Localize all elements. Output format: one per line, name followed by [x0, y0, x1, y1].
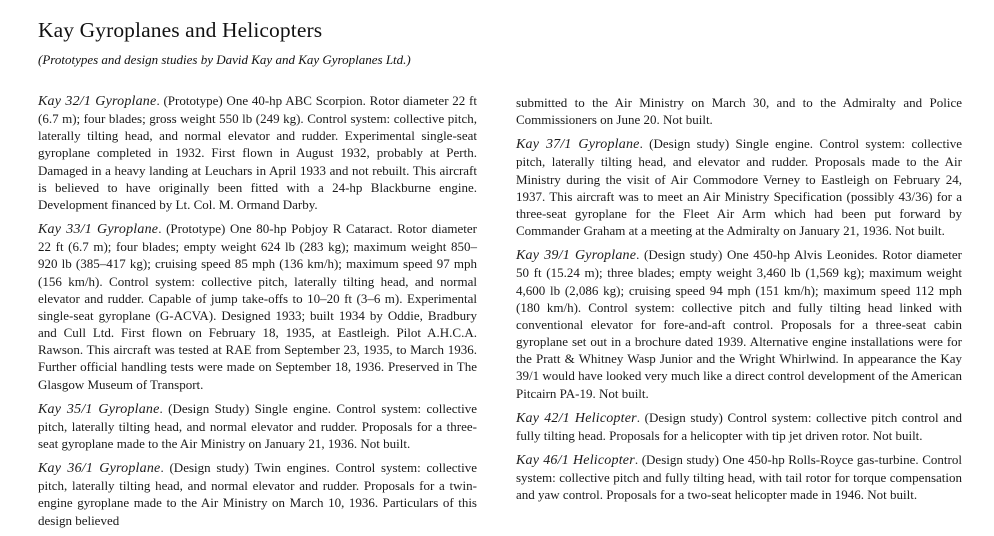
entry-kay-35-1 [38, 400, 477, 452]
entry-kay-42-1 [516, 409, 962, 444]
right-column [516, 94, 962, 510]
entry-text: . (Prototype) One 40-hp ABC Scorpion. Rotor diameter 22 ft (6.7 m); four blades; gross weight 550 lb (249 kg). Control system: collective pitch, laterally tilting head, and normal elevator and rudder. Experimental single-seat gyroplane completed in 1932. First flown in August 1932, probably at Perth. Damaged in a heavy landing at Leuchars in April 1933 and not rebuilt. This aircraft is believed to have originally been fitted with a 24-hp Blackburne engine. Development financed by Lt. Col. M. Ormand Darby. [38, 93, 477, 212]
entry-kay-39-1 [516, 246, 962, 401]
entry-kay-32-1 [38, 92, 477, 213]
entry-kay-37-1 [516, 135, 962, 239]
entry-name: Kay 36/1 Gyroplane [38, 461, 161, 477]
entry-continuation: submitted to the Air Ministry on March 30, and to the Admiralty and Police Commissioners on June 20. Not built. [516, 95, 962, 128]
entry-text: . (Design study) Single engine. Control system: collective pitch, laterally tilting head, and elevator and rudder. Proposals made to the Air Ministry during the visit of Air Commodore Verney to Eastleigh on February 24, 1937. This aircraft was to meet an Air Ministry Specification (possibly 43/36) for a three-seat gyroplane for the Fleet Air Arm which had been put forward by Commander Graham at a meeting at the Admiralty on January 21, 1936. Not built. [516, 136, 962, 239]
entry-text: . (Prototype) One 80-hp Pobjoy R Cataract. Rotor diameter 22 ft (6.7 m); four blades; empty weight 624 lb (283 kg); maximum weight 850–920 lb (385–417 kg); cruising speed 85 mph (136 km/h); maximum speed 97 mph (156 km/h). Control system: collective pitch, laterally tilting head, and normal elevator and rudder. Capable of jump take-offs to 10–20 ft (3–6 m). Experimental single-seat gyroplane (G-ACVA). Designed 1933; built 1934 by Oddie, Bradbury and Cull Ltd. First flown on February 18, 1935, at Eastleigh. Pilot A.H.C.A. Rawson. This aircraft was tested at RAE from September 23, 1935, to March 1936. Further official handling tests were made on September 18, 1936. Preserved in The Glasgow Museum of Transport. [38, 221, 477, 392]
entry-kay-33-1 [38, 220, 477, 393]
entry-text: . (Design study) Control system: collective pitch control and fully tilting head. Proposals for a helicopter with tip jet driven rotor. Not built. [516, 409, 962, 443]
entry-name: Kay 42/1 Helicopter [516, 410, 637, 426]
entry-name: Kay 33/1 Gyroplane [38, 222, 159, 238]
entry-text: . (Design Study) Single engine. Control system: collective pitch, laterally tilting head, and normal elevator and rudder. Proposals for a three-seat gyroplane made to the Air Ministry on January 21, 1936. Not built. [38, 400, 477, 451]
entry-text: . (Design study) Twin engines. Control system: collective pitch, laterally tilting head, and normal elevator and rudder. Proposals for a twin-engine gyroplane made to the Air Ministry on March 10, 1936. Particulars of this design believed [38, 460, 477, 528]
entry-name: Kay 35/1 Gyroplane [38, 401, 160, 417]
entry-name: Kay 37/1 Gyroplane [516, 137, 640, 153]
entry-name: Kay 39/1 Gyroplane [516, 248, 637, 264]
entry-name: Kay 32/1 Gyroplane [38, 94, 157, 109]
page-title: Kay Gyroplanes and Helicopters [38, 18, 323, 42]
entry-text: . (Design study) One 450-hp Rolls-Royce gas-turbine. Control system: collective pitch and fully tilting head, with tail rotor for torque compensation and yaw control. Proposals for a two-seat helicopter made in 1946. Not built. [516, 451, 962, 503]
entry-kay-46-1 [516, 451, 962, 503]
entry-kay-36-1 [38, 459, 477, 529]
entry-text: . (Design study) One 450-hp Alvis Leonides. Rotor diameter 50 ft (15.24 m); three blades; empty weight 3,460 lb (1,569 kg); maximum weight 4,600 lb (2,086 kg); cruising speed 94 mph (151 km/h); maximum speed 112 mph (180 km/h). Control system: collective pitch and fully tilting head linked with conventional elevator for fore-and-aft control. Proposals for a three-seat cabin gyroplane set out in a brochure dated 1939. Alternative engine installations were for the Pratt & Whitney Wasp Junior and the Wright Whirlwind. In appearance the Kay 39/1 would have looked very much like a direct control development of the American Pitcairn PA-19. Not built. [516, 247, 962, 401]
left-column [38, 92, 477, 536]
entry-name: Kay 46/1 Helicopter [516, 452, 635, 468]
page-subtitle: (Prototypes and design studies by David Kay and Kay Gyroplanes Ltd.) [38, 52, 411, 67]
